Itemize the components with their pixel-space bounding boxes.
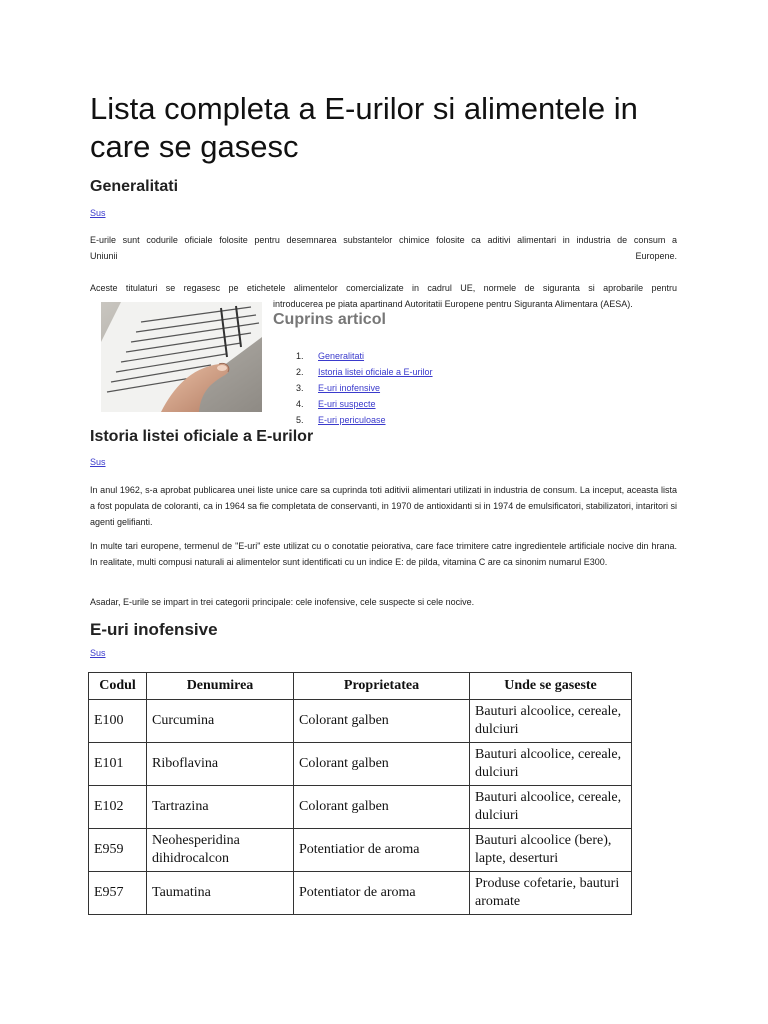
paragraph-word: Europene. bbox=[635, 251, 677, 261]
cell-denumire: Tartrazina bbox=[147, 786, 294, 829]
toc-number: 5. bbox=[296, 415, 304, 425]
toc-number: 1. bbox=[296, 351, 304, 361]
column-header-denumire: Denumirea bbox=[147, 673, 294, 700]
paragraph-word: Uniunii bbox=[90, 251, 118, 261]
toc-link-istoria[interactable]: Istoria listei oficiale a E-urilor bbox=[318, 367, 433, 377]
cell-denumire: Curcumina bbox=[147, 700, 294, 743]
cell-proprietate: Colorant galben bbox=[294, 786, 470, 829]
toc-item bbox=[296, 348, 433, 364]
cell-proprietate: Potentiator de aroma bbox=[294, 872, 470, 915]
back-to-top-link[interactable]: Sus bbox=[90, 648, 106, 658]
paragraph-generalitati-2 bbox=[90, 280, 677, 296]
cell-proprietate: Potentiatior de aroma bbox=[294, 829, 470, 872]
column-header-cod: Codul bbox=[89, 673, 147, 700]
table-row bbox=[89, 786, 632, 829]
toc-item bbox=[296, 364, 433, 380]
toc-number: 3. bbox=[296, 383, 304, 393]
heading-istoria: Istoria listei oficiale a E-urilor bbox=[90, 428, 314, 445]
table-row bbox=[89, 829, 632, 872]
table-row bbox=[89, 872, 632, 915]
paragraph-generalitati-2-end: introducerea pe piata apartinand Autoritatii Europene pentru Siguranta Alimentara (AESA). bbox=[273, 299, 633, 309]
back-to-top-link[interactable]: Sus bbox=[90, 208, 106, 218]
paragraph-istoria-3: Asadar, E-urile se impart in trei categorii principale: cele inofensive, cele suspecte si cele nocive. bbox=[90, 597, 475, 607]
cell-proprietate: Colorant galben bbox=[294, 700, 470, 743]
table-row bbox=[89, 700, 632, 743]
cell-cod: E100 bbox=[89, 700, 147, 743]
cell-denumire: Taumatina bbox=[147, 872, 294, 915]
paragraph-generalitati-1 bbox=[90, 232, 677, 248]
cell-cod: E101 bbox=[89, 743, 147, 786]
cell-cod: E957 bbox=[89, 872, 147, 915]
cell-denumire: Neohesperidina dihidrocalcon bbox=[147, 829, 294, 872]
cell-proprietate: Colorant galben bbox=[294, 743, 470, 786]
cell-unde: Bauturi alcoolice, cereale, dulciuri bbox=[470, 786, 632, 829]
cell-unde: Bauturi alcoolice, cereale, dulciuri bbox=[470, 700, 632, 743]
toc-link-inofensive[interactable]: E-uri inofensive bbox=[318, 383, 381, 393]
cell-unde: Bauturi alcoolice, cereale, dulciuri bbox=[470, 743, 632, 786]
table-row bbox=[89, 743, 632, 786]
table-header-row bbox=[89, 673, 632, 700]
toc-link-suspecte[interactable]: E-uri suspecte bbox=[318, 399, 376, 409]
cell-cod: E102 bbox=[89, 786, 147, 829]
toc-number: 2. bbox=[296, 367, 304, 377]
toc-item bbox=[296, 380, 433, 396]
toc-item bbox=[296, 412, 433, 428]
page-title: Lista completa a E-urilor si alimentele in care se gasesc bbox=[90, 91, 638, 164]
paragraph-line: Aceste titulaturi se regasesc pe etichetele alimentelor comercializate in cadrul UE, normele de siguranta si aprobarile pentru bbox=[90, 283, 677, 293]
paragraph-generalitati-1-end bbox=[90, 248, 677, 264]
cell-unde: Produse cofetarie, bauturi aromate bbox=[470, 872, 632, 915]
cell-unde: Bauturi alcoolice (bere), lapte, deserturi bbox=[470, 829, 632, 872]
toc-link-periculoase[interactable]: E-uri periculoase bbox=[318, 415, 386, 425]
paragraph-istoria-1: In anul 1962, s-a aprobat publicarea unei liste unice care sa cuprinda toti aditivii alimentari utilizati in industria de consum. La inceput, aceasta lista a fost populata de coloranti, ca in 1964 sa fie completata de conservanti, in 1970 de antioxidanti si in 1974 de emulsificatori, stabilizatori, intaritori si agenti gelifianti. bbox=[90, 485, 677, 527]
cell-cod: E959 bbox=[89, 829, 147, 872]
toc-title: Cuprins articol bbox=[273, 311, 386, 328]
column-header-proprietate: Proprietatea bbox=[294, 673, 470, 700]
back-to-top-link[interactable]: Sus bbox=[90, 457, 106, 467]
heading-generalitati: Generalitati bbox=[90, 178, 179, 195]
table-of-contents bbox=[296, 348, 433, 428]
toc-item bbox=[296, 396, 433, 412]
toc-link-generalitati[interactable]: Generalitati bbox=[318, 351, 365, 361]
paragraph-line: E-urile sunt codurile oficiale folosite pentru desemnarea substantelor chimice folosite ca aditivi alimentari in industria de consum a bbox=[90, 235, 677, 245]
heading-inofensive: E-uri inofensive bbox=[90, 620, 218, 639]
article-photo bbox=[101, 302, 262, 412]
cell-denumire: Riboflavina bbox=[147, 743, 294, 786]
additives-table bbox=[88, 672, 632, 915]
column-header-unde: Unde se gaseste bbox=[470, 673, 632, 700]
toc-number: 4. bbox=[296, 399, 304, 409]
paragraph-istoria-2: In multe tari europene, termenul de "E-uri" este utilizat cu o conotatie peiorativa, care face trimitere catre ingredientele artificiale nocive din hrana. In realitate, multi compusi naturali ai alimentelor sunt identificati cu un indice E: de pilda, vitamina C are ca sinonim numarul E300. bbox=[90, 541, 677, 567]
